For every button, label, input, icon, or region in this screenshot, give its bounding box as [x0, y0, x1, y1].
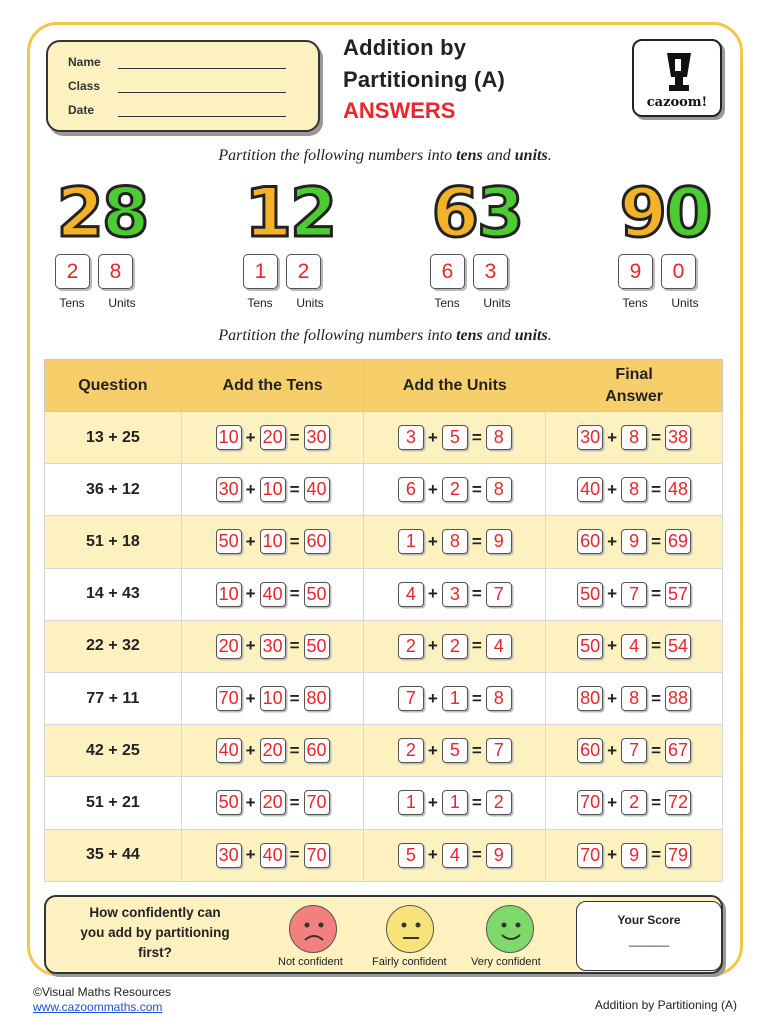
answer-box[interactable]: 8 — [621, 686, 647, 711]
table-row — [45, 464, 723, 516]
table-row — [45, 516, 723, 568]
units-equation — [398, 738, 512, 763]
units-equation — [398, 477, 512, 502]
worksheet-title: Addition by Partitioning (A) — [343, 35, 506, 92]
units-box[interactable]: 8 — [98, 254, 133, 289]
tens-label: Tens — [622, 296, 648, 310]
units-label: Units — [108, 296, 136, 310]
tens-cell — [181, 412, 364, 464]
answer-box[interactable]: 70 — [577, 843, 603, 868]
tens-cell — [181, 777, 364, 829]
instruction-partition: Partition the following numbers into tens and units. — [218, 147, 552, 164]
equals-sign: = — [651, 792, 662, 812]
answer-box[interactable]: 2 — [621, 790, 647, 815]
units-equation — [398, 634, 512, 659]
plus-sign: + — [245, 531, 256, 551]
answer-box[interactable]: 70 — [216, 686, 242, 711]
answer-box[interactable]: 5 — [442, 738, 468, 763]
final-cell — [546, 568, 723, 620]
units-label: Units — [483, 296, 511, 310]
units-cell — [364, 464, 546, 516]
answer-box[interactable]: 50 — [577, 634, 603, 659]
answer-box[interactable]: 69 — [665, 529, 691, 554]
units-cell — [364, 672, 546, 724]
answer-box[interactable]: 1 — [442, 686, 468, 711]
final-cell — [546, 777, 723, 829]
tens-equation — [216, 582, 330, 607]
final-equation — [577, 843, 691, 868]
copyright-text: ©Visual Maths Resources — [33, 985, 172, 999]
answer-box[interactable]: 80 — [577, 686, 603, 711]
answer-box[interactable]: 2 — [442, 477, 468, 502]
answer-box[interactable]: 40 — [216, 738, 242, 763]
instruction-partition-2: Partition the following numbers into tens and units. — [218, 327, 552, 344]
answer-box[interactable]: 2 — [398, 634, 424, 659]
plus-sign: + — [245, 479, 256, 499]
tens-cell — [181, 620, 364, 672]
tens-equation — [216, 686, 330, 711]
units-cell — [364, 412, 546, 464]
question-cell: 51 + 18 — [45, 516, 182, 568]
equals-sign: = — [651, 845, 662, 865]
answer-box[interactable]: 7 — [621, 582, 647, 607]
answer-box[interactable]: 5 — [442, 425, 468, 450]
units-label: Units — [671, 296, 699, 310]
tens-cell — [181, 672, 364, 724]
table-row — [45, 725, 723, 777]
answer-box[interactable]: 4 — [398, 582, 424, 607]
tens-cell — [181, 725, 364, 777]
header-final-answer: Final Answer — [546, 360, 723, 412]
happy-face-icon[interactable] — [486, 905, 534, 953]
units-cell — [364, 777, 546, 829]
equals-sign: = — [471, 531, 482, 551]
confidence-question: How confidently can you add by partitioning first? — [80, 905, 230, 960]
answer-box[interactable]: 4 — [442, 843, 468, 868]
equals-sign: = — [651, 584, 662, 604]
final-equation — [577, 425, 691, 450]
question-cell: 77 + 11 — [45, 672, 182, 724]
equals-sign: = — [471, 427, 482, 447]
tens-equation — [216, 790, 330, 815]
score-box[interactable] — [576, 901, 722, 971]
tens-label: Tens — [434, 296, 460, 310]
answer-box[interactable]: 30 — [304, 425, 330, 450]
sad-face-icon[interactable] — [289, 905, 337, 953]
answer-box[interactable]: 57 — [665, 582, 691, 607]
answer-box[interactable]: 30 — [260, 634, 286, 659]
final-cell — [546, 412, 723, 464]
answer-box[interactable]: 38 — [665, 425, 691, 450]
answer-box[interactable]: 7 — [486, 582, 512, 607]
plus-sign: + — [245, 845, 256, 865]
student-details-box — [46, 40, 320, 132]
units-cell — [364, 725, 546, 777]
equals-sign: = — [471, 845, 482, 865]
plus-sign: + — [427, 688, 438, 708]
fairly-confident-label: Fairly confident — [372, 956, 447, 968]
equals-sign: = — [651, 531, 662, 551]
answer-box[interactable]: 30 — [577, 425, 603, 450]
final-cell — [546, 620, 723, 672]
tens-cell — [181, 829, 364, 881]
plus-sign: + — [245, 688, 256, 708]
plus-sign: + — [607, 688, 618, 708]
answer-box[interactable]: 20 — [260, 790, 286, 815]
final-equation — [577, 477, 691, 502]
answer-box[interactable]: 70 — [304, 790, 330, 815]
name-label: Name — [68, 55, 101, 69]
answer-box[interactable]: 8 — [486, 686, 512, 711]
tens-box[interactable]: 9 — [618, 254, 653, 289]
answer-box[interactable]: 40 — [260, 843, 286, 868]
answer-box[interactable]: 9 — [621, 529, 647, 554]
equals-sign: = — [471, 740, 482, 760]
answer-box[interactable]: 4 — [486, 634, 512, 659]
answer-box[interactable]: 50 — [304, 634, 330, 659]
answer-box[interactable]: 10 — [260, 686, 286, 711]
final-cell — [546, 725, 723, 777]
table-row — [45, 777, 723, 829]
units-box[interactable]: 2 — [286, 254, 321, 289]
answer-box[interactable]: 8 — [442, 529, 468, 554]
footer-credits — [33, 985, 171, 1015]
tens-label: Tens — [59, 296, 85, 310]
answer-box[interactable]: 10 — [260, 477, 286, 502]
score-line: ______ — [628, 933, 670, 947]
addition-table — [44, 359, 723, 882]
cazoom-logo: cazoom! — [632, 39, 722, 117]
question-cell: 13 + 25 — [45, 412, 182, 464]
answer-box[interactable]: 10 — [216, 582, 242, 607]
big-number: 63 — [431, 174, 523, 253]
tens-equation — [216, 529, 330, 554]
tens-box[interactable]: 2 — [55, 254, 90, 289]
tens-cell — [181, 516, 364, 568]
final-cell — [546, 464, 723, 516]
tens-equation — [216, 425, 330, 450]
tens-box[interactable]: 6 — [430, 254, 465, 289]
question-cell: 36 + 12 — [45, 464, 182, 516]
answer-box[interactable]: 3 — [442, 582, 468, 607]
equals-sign: = — [471, 792, 482, 812]
answer-box[interactable]: 40 — [260, 582, 286, 607]
final-cell — [546, 829, 723, 881]
units-equation — [398, 582, 512, 607]
footer-doc-name: Addition by Partitioning (A) — [594, 998, 737, 1012]
plus-sign: + — [607, 740, 618, 760]
tens-equation — [216, 634, 330, 659]
equals-sign: = — [289, 531, 300, 551]
plus-sign: + — [427, 636, 438, 656]
answer-box[interactable]: 40 — [577, 477, 603, 502]
question-cell: 35 + 44 — [45, 829, 182, 881]
table-row — [45, 568, 723, 620]
answer-box[interactable]: 30 — [216, 843, 242, 868]
plus-sign: + — [245, 740, 256, 760]
final-equation — [577, 634, 691, 659]
answer-box[interactable]: 1 — [398, 790, 424, 815]
answer-box[interactable]: 2 — [442, 634, 468, 659]
question-cell: 42 + 25 — [45, 725, 182, 777]
class-label: Class — [68, 79, 101, 93]
final-equation — [577, 582, 691, 607]
tens-equation — [216, 477, 330, 502]
answer-box[interactable]: 6 — [398, 477, 424, 502]
plus-sign: + — [245, 584, 256, 604]
final-cell — [546, 672, 723, 724]
plus-sign: + — [245, 636, 256, 656]
equals-sign: = — [289, 688, 300, 708]
answer-box[interactable]: 8 — [486, 425, 512, 450]
answer-box[interactable]: 8 — [621, 425, 647, 450]
plus-sign: + — [245, 792, 256, 812]
answers-heading: ANSWERS — [343, 98, 456, 123]
final-equation — [577, 790, 691, 815]
units-equation — [398, 425, 512, 450]
answer-box[interactable]: 54 — [665, 634, 691, 659]
plus-sign: + — [427, 479, 438, 499]
answer-box[interactable]: 60 — [577, 529, 603, 554]
equals-sign: = — [471, 584, 482, 604]
answer-box[interactable]: 9 — [486, 529, 512, 554]
question-cell: 22 + 32 — [45, 620, 182, 672]
answer-box[interactable]: 50 — [304, 582, 330, 607]
units-cell — [364, 568, 546, 620]
big-number: 12 — [244, 174, 336, 253]
tens-cell — [181, 568, 364, 620]
website-link[interactable]: www.cazoommaths.com — [33, 1000, 163, 1014]
score-label: Your Score — [617, 913, 681, 927]
answer-box[interactable]: 72 — [665, 790, 691, 815]
answer-box[interactable]: 10 — [260, 529, 286, 554]
tens-box[interactable]: 1 — [243, 254, 278, 289]
plus-sign: + — [607, 845, 618, 865]
answer-box[interactable]: 7 — [398, 686, 424, 711]
answer-box[interactable]: 9 — [621, 843, 647, 868]
plus-sign: + — [607, 427, 618, 447]
equals-sign: = — [289, 845, 300, 865]
units-equation — [398, 843, 512, 868]
answer-box[interactable]: 50 — [577, 582, 603, 607]
name-line[interactable] — [118, 68, 286, 69]
answer-box[interactable]: 4 — [621, 634, 647, 659]
units-equation — [398, 529, 512, 554]
partition-item — [422, 174, 532, 310]
answer-box[interactable]: 2 — [398, 738, 424, 763]
answer-box[interactable]: 20 — [260, 738, 286, 763]
plus-sign: + — [607, 531, 618, 551]
equals-sign: = — [289, 740, 300, 760]
plus-sign: + — [607, 636, 618, 656]
answer-box[interactable]: 5 — [398, 843, 424, 868]
answer-box[interactable]: 2 — [486, 790, 512, 815]
header-add-units: Add the Units — [364, 360, 546, 412]
table-row — [45, 672, 723, 724]
very-confident-label: Very confident — [471, 956, 541, 968]
units-cell — [364, 516, 546, 568]
answer-box[interactable]: 70 — [304, 843, 330, 868]
answer-box[interactable]: 48 — [665, 477, 691, 502]
tens-label: Tens — [247, 296, 273, 310]
plus-sign: + — [245, 427, 256, 447]
neutral-face-icon[interactable] — [386, 905, 434, 953]
equals-sign: = — [471, 688, 482, 708]
plus-sign: + — [427, 740, 438, 760]
equals-sign: = — [651, 688, 662, 708]
answer-box[interactable]: 8 — [621, 477, 647, 502]
answer-box[interactable]: 20 — [216, 634, 242, 659]
table-row — [45, 829, 723, 881]
plus-sign: + — [427, 845, 438, 865]
final-equation — [577, 529, 691, 554]
answer-box[interactable]: 80 — [304, 686, 330, 711]
date-label: Date — [68, 103, 95, 117]
equals-sign: = — [471, 479, 482, 499]
plus-sign: + — [427, 427, 438, 447]
table-row — [45, 412, 723, 464]
plus-sign: + — [607, 792, 618, 812]
class-line[interactable] — [118, 92, 286, 93]
tens-equation — [216, 843, 330, 868]
table-row — [45, 620, 723, 672]
units-box[interactable]: 3 — [473, 254, 508, 289]
units-equation — [398, 686, 512, 711]
tens-cell — [181, 464, 364, 516]
partition-item — [47, 174, 157, 310]
header-add-tens: Add the Tens — [181, 360, 364, 412]
plus-sign: + — [427, 531, 438, 551]
answer-box[interactable]: 30 — [216, 477, 242, 502]
units-equation — [398, 790, 512, 815]
answer-box[interactable]: 3 — [398, 425, 424, 450]
equals-sign: = — [289, 479, 300, 499]
equals-sign: = — [651, 740, 662, 760]
units-label: Units — [296, 296, 324, 310]
answer-box[interactable]: 7 — [486, 738, 512, 763]
answer-box[interactable]: 9 — [486, 843, 512, 868]
partition-item — [235, 174, 345, 310]
big-number: 90 — [619, 174, 711, 253]
answer-box[interactable]: 1 — [442, 790, 468, 815]
header-question: Question — [45, 360, 182, 412]
answer-box[interactable]: 60 — [304, 529, 330, 554]
answer-box[interactable]: 60 — [304, 738, 330, 763]
answer-box[interactable]: 50 — [216, 790, 242, 815]
answer-box[interactable]: 67 — [665, 738, 691, 763]
answer-box[interactable]: 7 — [621, 738, 647, 763]
final-equation — [577, 686, 691, 711]
big-number: 28 — [56, 174, 148, 253]
answer-box[interactable]: 20 — [260, 425, 286, 450]
units-cell — [364, 620, 546, 672]
equals-sign: = — [651, 427, 662, 447]
answer-box[interactable]: 8 — [486, 477, 512, 502]
answer-box[interactable]: 70 — [577, 790, 603, 815]
equals-sign: = — [651, 479, 662, 499]
answer-box[interactable]: 10 — [216, 425, 242, 450]
answer-box[interactable]: 79 — [665, 843, 691, 868]
answer-box[interactable]: 60 — [577, 738, 603, 763]
final-equation — [577, 738, 691, 763]
tens-equation — [216, 738, 330, 763]
equals-sign: = — [651, 636, 662, 656]
question-cell: 14 + 43 — [45, 568, 182, 620]
answer-box[interactable]: 50 — [216, 529, 242, 554]
not-confident-label: Not confident — [278, 956, 343, 968]
plus-sign: + — [607, 479, 618, 499]
units-box[interactable]: 0 — [661, 254, 696, 289]
plus-sign: + — [427, 584, 438, 604]
equals-sign: = — [471, 636, 482, 656]
equals-sign: = — [289, 792, 300, 812]
equals-sign: = — [289, 636, 300, 656]
equals-sign: = — [289, 427, 300, 447]
units-cell — [364, 829, 546, 881]
confidence-box — [44, 895, 723, 974]
date-line[interactable] — [118, 116, 286, 117]
answer-box[interactable]: 1 — [398, 529, 424, 554]
question-cell: 51 + 21 — [45, 777, 182, 829]
plus-sign: + — [427, 792, 438, 812]
answer-box[interactable]: 40 — [304, 477, 330, 502]
final-cell — [546, 516, 723, 568]
answer-box[interactable]: 88 — [665, 686, 691, 711]
trophy-icon — [663, 51, 695, 95]
equals-sign: = — [289, 584, 300, 604]
plus-sign: + — [607, 584, 618, 604]
partition-item — [610, 174, 720, 310]
